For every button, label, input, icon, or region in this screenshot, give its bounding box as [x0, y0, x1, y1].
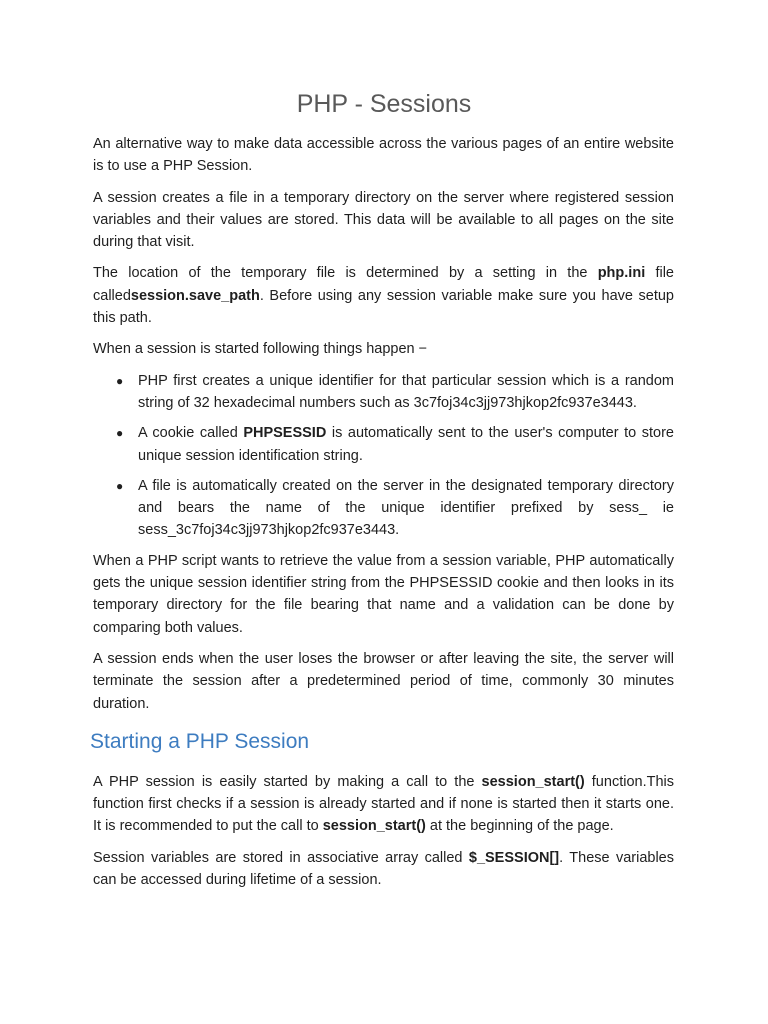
text-span: A cookie called [138, 425, 244, 442]
session-steps-list [93, 370, 674, 542]
bold-session-start: session_start() [481, 773, 585, 790]
paragraph-session-variables [93, 847, 674, 892]
paragraph-intro: An alternative way to make data accessible across the various pages of an entire website is to use a PHP Session. [93, 136, 674, 175]
text-span: is automatically sent to the user's computer to store unique session identification string. [138, 425, 674, 464]
list-item [116, 422, 674, 467]
text-span: file called [93, 265, 674, 304]
list-item [116, 370, 674, 415]
document-body [90, 133, 674, 900]
text-span: at the beginning of the page. [425, 818, 614, 835]
text-span: Session variables are stored in associative array called [93, 849, 469, 866]
list-item-text: A file is automatically created on the server in the designated temporary directory and bears the name of the unique identifier prefixed by sess_ ie sess_3c7foj34c3jj973hjkop2fc937e3443. [138, 477, 674, 539]
page-title: PHP - Sessions [296, 90, 472, 118]
bold-session-save-path: session.save_path [130, 287, 260, 304]
text-span: The location of the temporary file is determined by a setting in the [93, 265, 598, 282]
text-span: A PHP session is easily started by making a call to the [93, 773, 482, 790]
list-item [116, 475, 674, 542]
bullet-icon: ● [116, 426, 124, 441]
paragraph-temp-location [93, 262, 674, 329]
bold-phpsessid: PHPSESSID [243, 425, 327, 442]
paragraph-retrieve-value: When a PHP script wants to retrieve the value from a session variable, PHP automatically gets the unique session identifier string from the PHPSESSID cookie and then looks in its temporary directory for the file bearing that name and a validation can be done by comparing both values. [93, 552, 674, 636]
bullet-icon: ● [116, 478, 124, 493]
list-item-text [138, 422, 674, 467]
bullet-icon: ● [116, 373, 124, 388]
bold-php-ini: php.ini [597, 265, 646, 282]
bold-session-array: $_SESSION[] [468, 849, 560, 866]
paragraph-session-file: A session creates a file in a temporary directory on the server where registered session variables and their values are stored. This data will be available to all pages on the site during that visit. [93, 189, 674, 251]
paragraph-session-end: A session ends when the user loses the browser or after leaving the site, the server will terminate the session after a predetermined period of time, commonly 30 minutes duration. [93, 650, 674, 712]
list-item-text: PHP first creates a unique identifier for that particular session which is a random string of 32 hexadecimal numbers such as 3c7foj34c3jj973hjkop2fc937e3443. [138, 372, 674, 411]
text-span: function.This function first checks if a session is already started and if none is started then it starts one. It is recommended to put the call to [93, 773, 674, 835]
paragraph-start-session [93, 771, 674, 838]
text-span: . Before using any session variable make sure you have setup this path. [93, 287, 674, 327]
bold-session-start: session_start() [322, 818, 426, 835]
text-span: . These variables can be accessed during lifetime of a session. [93, 849, 674, 889]
paragraph-started: When a session is started following things happen − [93, 341, 428, 358]
section-heading: Starting a PHP Session [90, 729, 310, 753]
